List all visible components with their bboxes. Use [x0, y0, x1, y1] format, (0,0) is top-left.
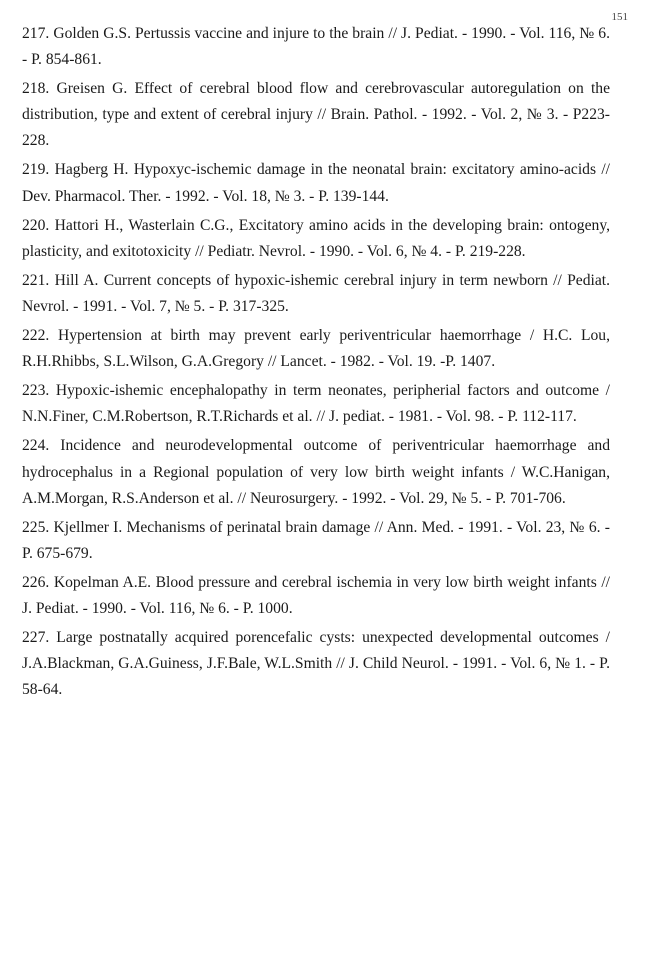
reference-219: 219. Hagberg H. Hypoxyc-ischemic damage in the neonatal brain: excitatory amino-acids // Dev. Pharmacol. Ther. - 1992. - Vol. 18, № 3. - P. 139-144. — [22, 161, 610, 205]
reference-list — [22, 21, 610, 703]
page-number: 151 — [611, 11, 628, 23]
reference-225: 225. Kjellmer I. Mechanisms of perinatal brain damage // Ann. Med. - 1991. - Vol. 23, № 6. - P. 675-679. — [22, 518, 610, 562]
reference-227: 227. Large postnatally acquired porencefalic cysts: unexpected developmental outcomes / J.A.Blackman, G.A.Guiness, J.F.Bale, W.L.Smith // J. Child Neurol. - 1991. - Vol. 6, № 1. - P. 58-64. — [22, 629, 610, 699]
reference-221: 221. Hill A. Current concepts of hypoxic-ishemic cerebral injury in term newborn // Pediat. Nevrol. - 1991. - Vol. 7, № 5. - P. 317-325. — [22, 271, 610, 315]
reference-226: 226. Kopelman A.E. Blood pressure and cerebral ischemia in very low birth weight infants // J. Pediat. - 1990. - Vol. 116, № 6. - P. 1000. — [22, 573, 610, 617]
reference-217: 217. Golden G.S. Pertussis vaccine and injure to the brain // J. Pediat. - 1990. - Vol. 116, № 6. - P. 854-861. — [22, 25, 610, 69]
reference-223: 223. Hypoxic-ishemic encephalopathy in term neonates, peripherial factors and outcome / N.N.Finer, C.M.Robertson, R.T.Richards et al. // J. pediat. - 1981. - Vol. 98. - P. 112-117. — [22, 382, 610, 426]
reference-224: 224. Incidence and neurodevelopmental outcome of periventricular haemorrhage and hydrocephalus in a Regional population of very low birth weight infants / W.C.Hanigan, A.M.Morgan, R.S.Anderson et al. // Neurosurgery. - 1992. - Vol. 29, № 5. - P. 701-706. — [22, 437, 610, 507]
reference-218: 218. Greisen G. Effect of cerebral blood flow and cerebrovascular autoregulation on the distribution, type and extent of cerebral injury // Brain. Pathol. - 1992. - Vol. 2, № 3. - P223-228. — [22, 80, 610, 150]
reference-220: 220. Hattori H., Wasterlain C.G., Excitatory amino acids in the developing brain: ontogeny, plasticity, and exitotoxicity // Pediatr. Nevrol. - 1990. - Vol. 6, № 4. - P. 219-228. — [22, 216, 610, 260]
reference-222: 222. Hypertension at birth may prevent early periventricular haemorrhage / H.C. Lou, R.H.Rhibbs, S.L.Wilson, G.A.Gregory // Lancet. - 1982. - Vol. 19. -P. 1407. — [22, 327, 610, 371]
